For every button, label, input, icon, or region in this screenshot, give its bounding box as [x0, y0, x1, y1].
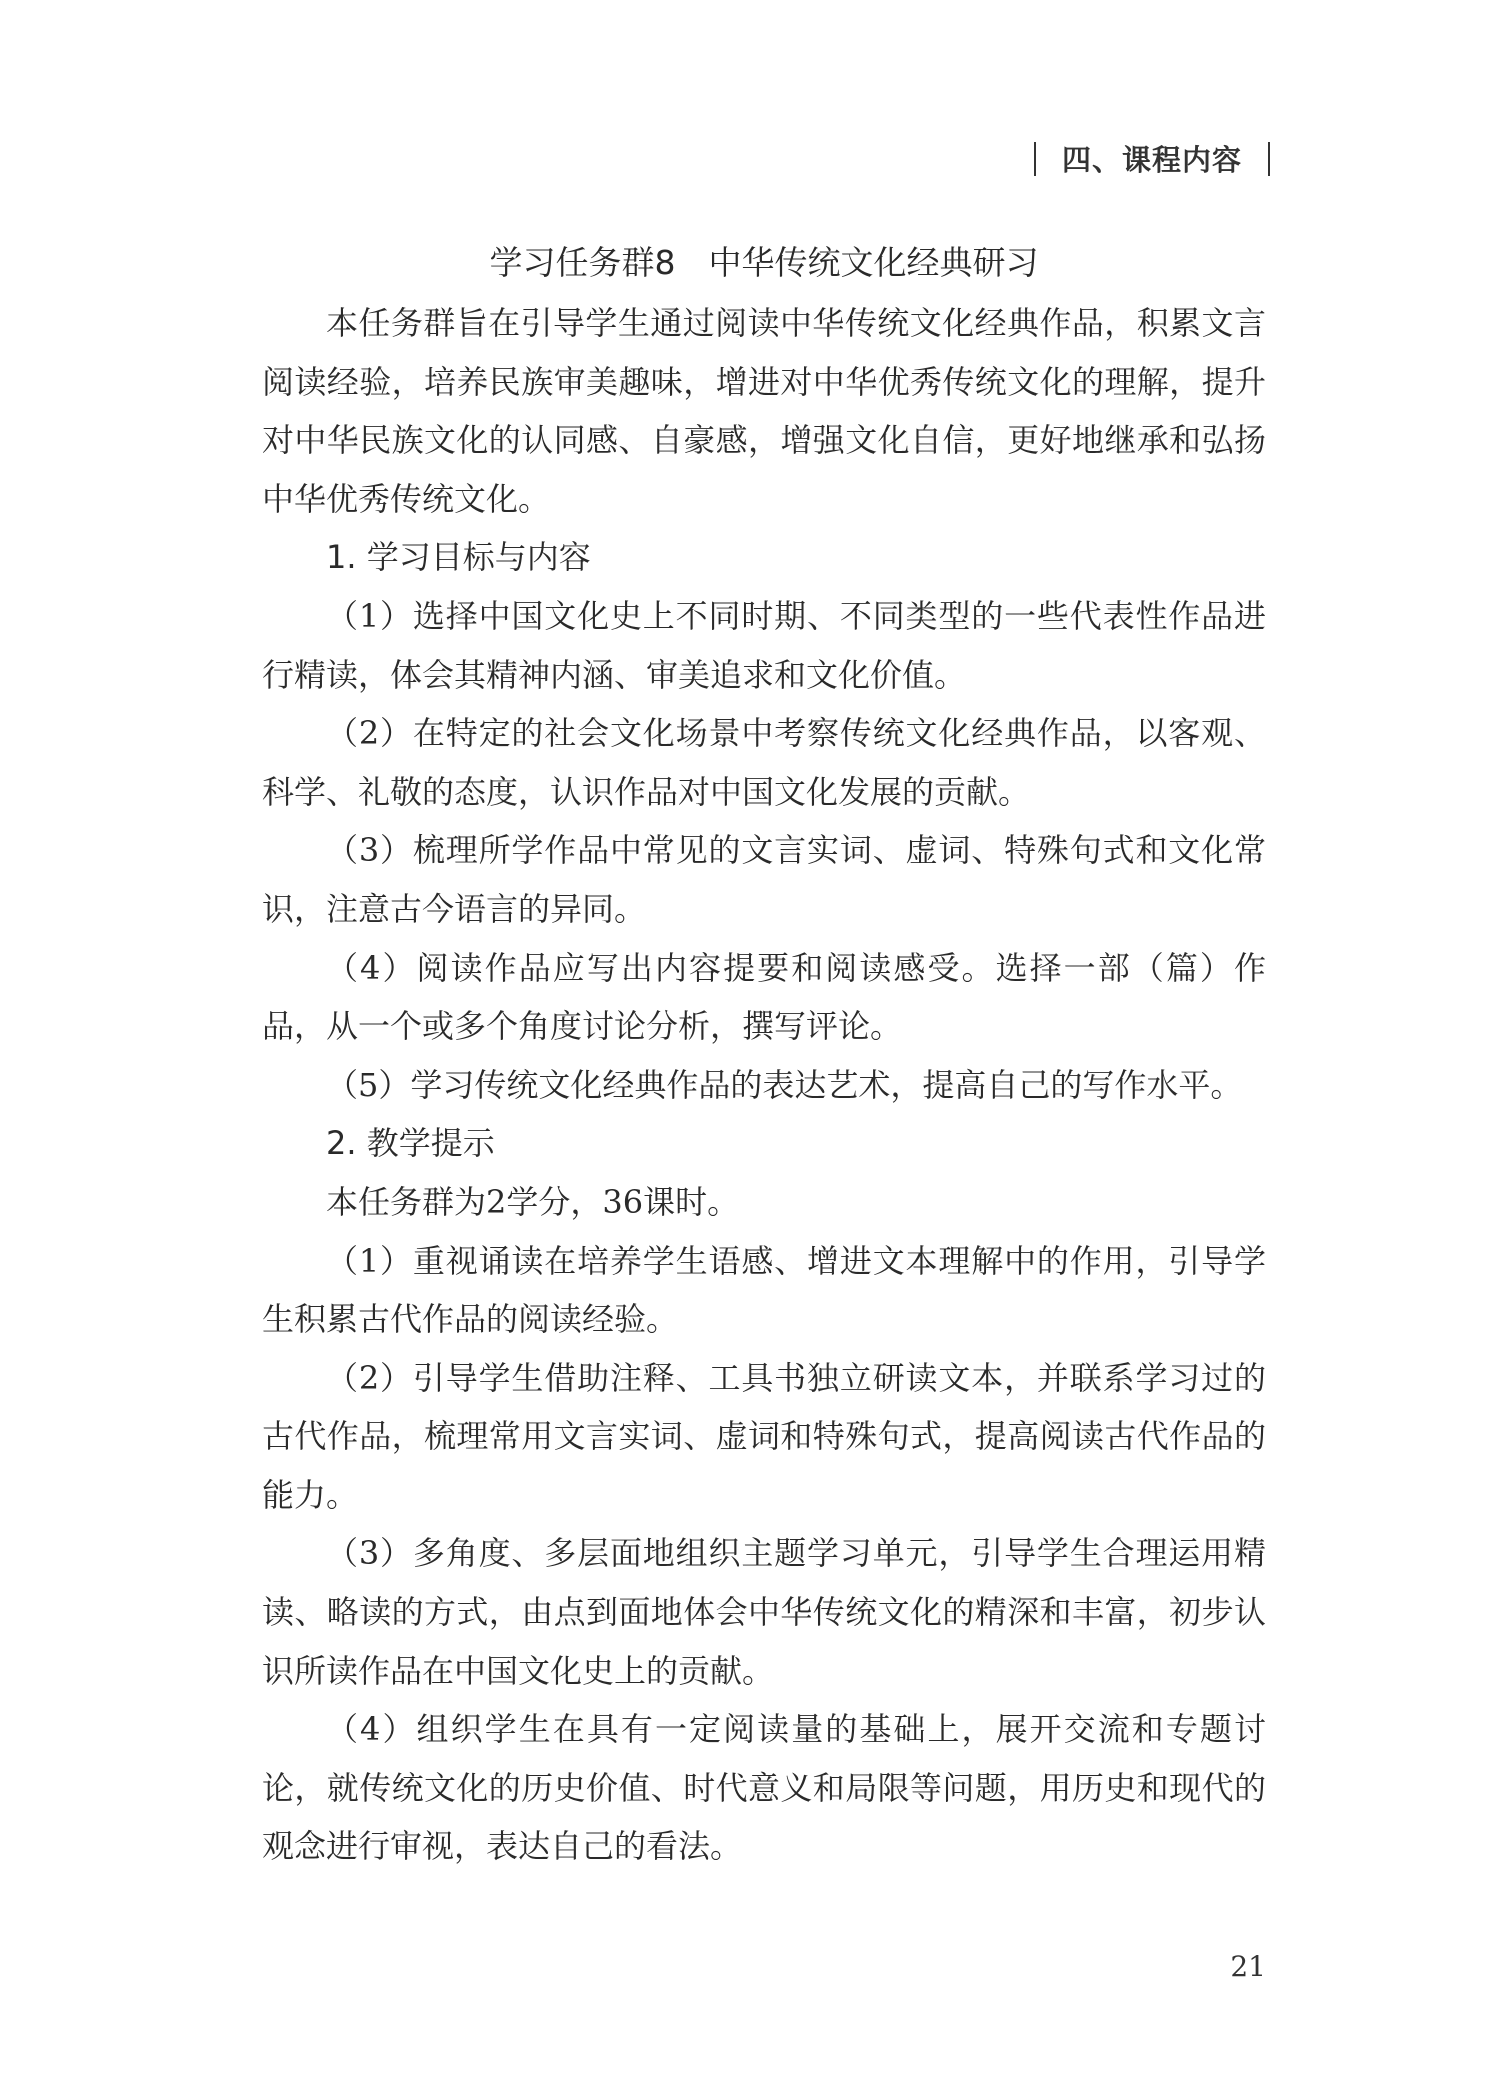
main-content	[262, 232, 1266, 1876]
intro-paragraph: 本任务群旨在引导学生通过阅读中华传统文化经典作品，积累文言阅读经验，培养民族审美趣味，增进对中华优秀传统文化的理解，提升对中华民族文化的认同感、自豪感，增强文化自信，更好地继承和弘扬中华优秀传统文化。	[262, 304, 1266, 518]
page-title: 学习任务群8 中华传统文化经典研习	[489, 243, 1039, 282]
goal-item: （5）学习传统文化经典作品的表达艺术，提高自己的写作水平。	[326, 1065, 1243, 1104]
running-header	[1034, 138, 1270, 179]
credit-note: 本任务群为2学分，36课时。	[326, 1182, 740, 1221]
header-divider-right	[1268, 142, 1270, 176]
section-heading-goals: 1. 学习目标与内容	[326, 538, 591, 577]
tip-item: （2）引导学生借助注释、工具书独立研读文本，并联系学习过的古代作品，梳理常用文言实词、虚词和特殊句式，提高阅读古代作品的能力。	[262, 1358, 1266, 1514]
tip-item: （3）多角度、多层面地组织主题学习单元，引导学生合理运用精读、略读的方式，由点到面地体会中华传统文化的精深和丰富，初步认识所读作品在中国文化史上的贡献。	[262, 1534, 1266, 1690]
goal-item: （2）在特定的社会文化场景中考察传统文化经典作品，以客观、科学、礼敬的态度，认识作品对中国文化发展的贡献。	[262, 714, 1266, 811]
tip-item: （1）重视诵读在培养学生语感、增进文本理解中的作用，引导学生积累古代作品的阅读经验。	[262, 1241, 1266, 1339]
header-section-title: 四、课程内容	[1061, 143, 1242, 177]
section-heading-teaching-tips: 2. 教学提示	[326, 1124, 495, 1163]
goal-item: （4）阅读作品应写出内容提要和阅读感受。选择一部（篇）作品，从一个或多个角度讨论分析，撰写评论。	[262, 948, 1266, 1046]
goal-item: （1）选择中国文化史上不同时期、不同类型的一些代表性作品进行精读，体会其精神内涵、审美追求和文化价值。	[262, 596, 1266, 694]
tip-item: （4）组织学生在具有一定阅读量的基础上，展开交流和专题讨论，就传统文化的历史价值、时代意义和局限等问题，用历史和现代的观念进行审视，表达自己的看法。	[262, 1710, 1266, 1866]
header-divider-left	[1034, 142, 1036, 176]
goal-item: （3）梳理所学作品中常见的文言实词、虚词、特殊句式和文化常识，注意古今语言的异同。	[262, 831, 1266, 928]
page-number: 21	[1230, 1950, 1266, 1983]
